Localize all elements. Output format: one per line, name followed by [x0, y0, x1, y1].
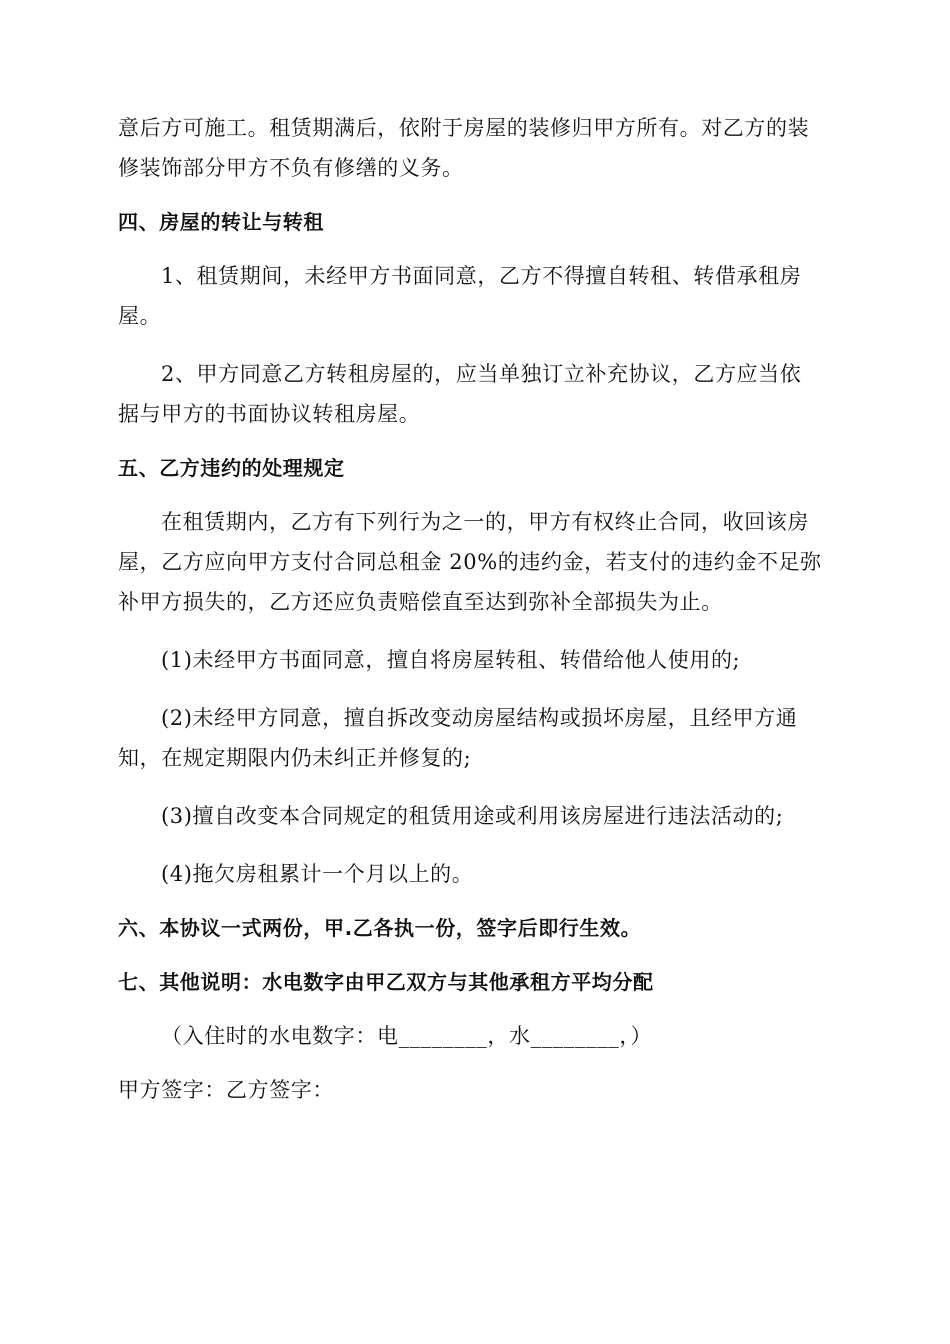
- text-line: 知，在规定期限内仍未纠正并修复的;: [118, 746, 472, 770]
- clause-5-item-1: (1)未经甲方书面同意，擅自将房屋转租、转借给他人使用的;: [161, 648, 741, 672]
- paragraph-decoration-clause: [118, 108, 834, 188]
- text-line: 屋，乙方应向甲方支付合同总租金 20%的违约金，若支付的违约金不足弥: [118, 550, 822, 574]
- clause-5-intro: [118, 502, 834, 622]
- section-heading-5: 五、乙方违约的处理规定: [118, 456, 345, 480]
- clause-5-item-3: (3)擅自改变本合同规定的租赁用途或利用该房屋进行违法活动的;: [161, 804, 784, 828]
- clause-4-1: [118, 256, 834, 336]
- text-line: 补甲方损失的，乙方还应负责赔偿直至达到弥补全部损失为止。: [118, 590, 723, 614]
- text-line: 1、租赁期间，未经甲方书面同意，乙方不得擅自转租、转借承租房: [161, 264, 802, 288]
- section-heading-6: 六、本协议一式两份，甲.乙各执一份，签字后即行生效。: [118, 916, 642, 940]
- text-line: 据与甲方的书面协议转租房屋。: [118, 402, 421, 426]
- clause-5-item-2: [118, 698, 834, 778]
- section-heading-4: 四、房屋的转让与转租: [118, 210, 324, 234]
- text-line: 屋。: [118, 304, 162, 328]
- section-heading-7: 七、其他说明：水电数字由甲乙双方与其他承租方平均分配: [118, 970, 654, 994]
- document-page: [118, 108, 834, 1110]
- clause-4-2: [118, 354, 834, 434]
- text-line: 在租赁期内，乙方有下列行为之一的，甲方有权终止合同，收回该房: [161, 510, 809, 534]
- utility-readings-note: （入住时的水电数字：电________，水________，）: [161, 1024, 653, 1048]
- clause-5-item-4: (4)拖欠房租累计一个月以上的。: [161, 862, 474, 886]
- text-line: 意后方可施工。租赁期满后，依附于房屋的装修归甲方所有。对乙方的装: [118, 116, 810, 140]
- signature-line: 甲方签字：乙方签字：: [118, 1078, 334, 1102]
- text-line: 2、甲方同意乙方转租房屋的，应当单独订立补充协议，乙方应当依: [161, 362, 802, 386]
- text-line: (2)未经甲方同意，擅自拆改变动房屋结构或损坏房屋，且经甲方通: [161, 706, 798, 730]
- text-line: 修装饰部分甲方不负有修缮的义务。: [118, 156, 464, 180]
